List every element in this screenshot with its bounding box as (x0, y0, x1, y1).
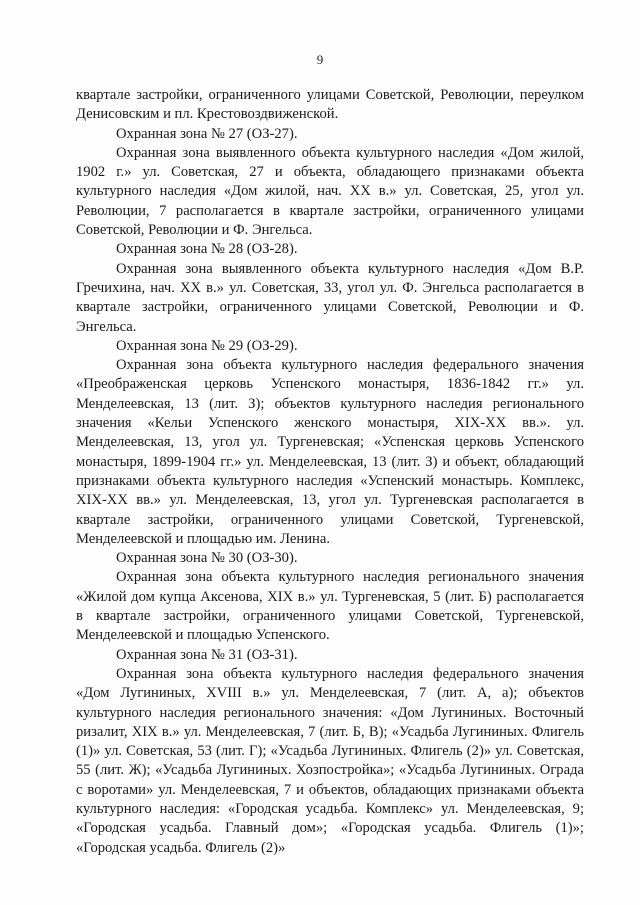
zone-heading-30: Охранная зона № 30 (ОЗ-30). (116, 550, 298, 567)
zone-heading-31: Охранная зона № 31 (ОЗ-31). (116, 646, 298, 663)
paragraph-zone-29: Охранная зона объекта культурного наследия федерального значения «Преображенская церковь Успенского монастыря, 1836-1842 гг.» ул. Менделеевская, 13 (лит. З); объектов культурного наследия регионального значения «Кельи Успенского женского монастыря, XIX-XX вв.». ул. Менделеевская, 13, угол ул. Тургеневская; «Успенская церковь Успенского монастыря, 1899-1904 гг.» ул. Менделеевская, 13 (лит. З) и объект, обладающий признаками объекта культурного наследия «Успенский монастырь. Комплекс, XIX-XX вв.» ул. Менделеевская, 13, угол ул. Тургеневская располагается в квартале застройки, ограниченного улицами Советской, Тургеневской, Менделеевской и площадью им. Ленина. (76, 357, 584, 547)
page-number: 9 (316, 52, 324, 67)
paragraph-zone-30: Охранная зона объекта культурного наследия регионального значения «Жилой дом купца Аксенова, XIX в.» ул. Тургеневская, 5 (лит. Б) располагается в квартале застройки, ограниченного улицами Советской, Тургеневской, Менделеевской и площадью Успенского. (76, 569, 584, 644)
paragraph-continuation: квартале застройки, ограниченного улицами Советской, Революции, переулком Денисовским и пл. Крестовоздвиженской. (76, 87, 584, 123)
paragraph-zone-28: Охранная зона выявленного объекта культурного наследия «Дом В.Р. Гречихина, нач. XX в.» ул. Советская, 33, угол ул. Ф. Энгельса располагается в квартале застройки, ограниченного улицами Советской, Революции и Ф. Энгельса. (76, 260, 584, 335)
zone-heading-27: Охранная зона № 27 (ОЗ-27). (116, 125, 298, 142)
zone-heading-29: Охранная зона № 29 (ОЗ-29). (116, 337, 298, 354)
document-body (76, 86, 584, 858)
paragraph-zone-31: Охранная зона объекта культурного наследия федерального значения «Дом Лугининых, XVIII в.» ул. Менделеевская, 7 (лит. А, а); объектов культурного наследия регионального значения: «Дом Лугининых. Восточный ризалит, XIX в.» ул. Менделеевская, 7 (лит. Б, В); «Усадьба Лугининых. Флигель (1)» ул. Советская, 53 (лит. Г); «Усадьба Лугининых. Флигель (2)» ул. Советская, 55 (лит. Ж); «Усадьба Лугининых. Хозпостройка»; «Усадьба Лугининых. Ограда с воротами» ул. Менделеевская, 7 и объектов, обладающих признаками объекта культурного наследия: «Городская усадьба. Комплекс» ул. Менделеевская, 9; «Городская усадьба. Главный дом»; «Городская усадьба. Флигель (1)»; «Городская усадьба. Флигель (2)» (76, 665, 584, 856)
paragraph-zone-27: Охранная зона выявленного объекта культурного наследия «Дом жилой, 1902 г.» ул. Советская, 27 и объекта, обладающего признаками объекта культурного наследия «Дом жилой, нач. XX в.» ул. Советская, 25, угол ул. Революции, 7 располагается в квартале застройки, ограниченного улицами Советской, Революции и Ф. Энгельса. (76, 144, 584, 239)
zone-heading-28: Охранная зона № 28 (ОЗ-28). (116, 241, 298, 258)
